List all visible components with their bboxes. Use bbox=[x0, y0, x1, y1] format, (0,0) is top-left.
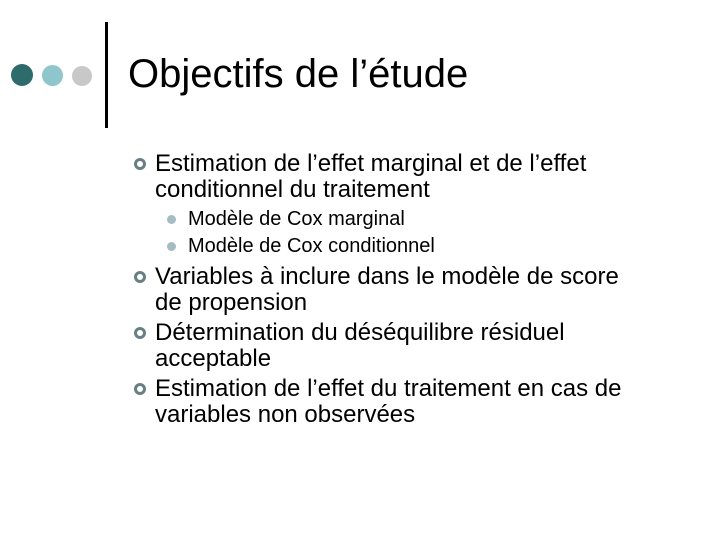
bullet-marker-icon bbox=[134, 327, 146, 339]
sub-bullet-1: Modèle de Cox marginal bbox=[188, 208, 405, 230]
slide-title: Objectifs de l’étude bbox=[128, 52, 469, 96]
bullet-3-line-1: Détermination du déséquilibre résiduel bbox=[155, 319, 565, 346]
bullet-marker-icon bbox=[134, 158, 146, 170]
bullet-2-line-2: de propension bbox=[155, 289, 308, 316]
bullet-marker-icon bbox=[134, 383, 146, 395]
sub-bullet-marker-icon bbox=[167, 215, 176, 224]
decorative-dot-dark bbox=[11, 64, 33, 86]
title-divider bbox=[105, 22, 108, 128]
bullet-2-line-1: Variables à inclure dans le modèle de score bbox=[155, 263, 619, 290]
sub-bullet-marker-icon bbox=[167, 242, 176, 251]
decorative-dot-light bbox=[72, 66, 92, 86]
decorative-dot-mid bbox=[42, 65, 63, 86]
bullet-3-line-2: acceptable bbox=[155, 345, 272, 372]
bullet-4-line-1: Estimation de l’effet du traitement en cas de bbox=[155, 375, 622, 402]
bullet-4-line-2: variables non observées bbox=[155, 401, 416, 428]
bullet-marker-icon bbox=[134, 271, 146, 283]
bullet-1-line-2: conditionnel du traitement bbox=[155, 176, 430, 203]
bullet-1-line-1: Estimation de l’effet marginal et de l’effet bbox=[155, 150, 587, 177]
sub-bullet-2: Modèle de Cox conditionnel bbox=[188, 235, 435, 257]
